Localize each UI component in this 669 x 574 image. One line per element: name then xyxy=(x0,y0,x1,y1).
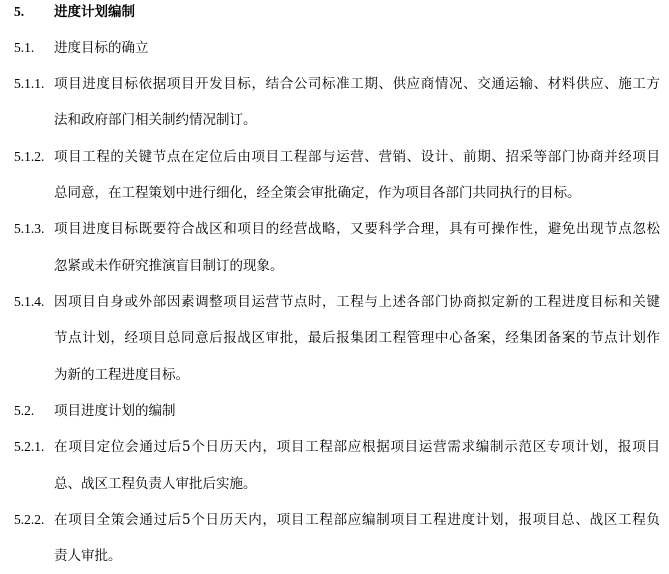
subsection-heading xyxy=(0,399,669,423)
clause-paragraph xyxy=(0,217,669,241)
clause-paragraph xyxy=(0,435,669,459)
clause-line: 项目进度目标既要符合战区和项目的经营战略，又要科学合理，具有可操作性，避免出现节点忽松 xyxy=(54,221,660,237)
clause-number: 5.2.2. xyxy=(14,512,45,527)
clause-line: 项目工程的关键节点在定位后由项目工程部与运营、营销、设计、前期、招采等部门协商并经项目 xyxy=(54,149,660,165)
clause-line: 项目进度目标依据项目开发目标，结合公司标准工期、供应商情况、交通运输、材料供应、施工方 xyxy=(54,76,660,92)
clause-paragraph xyxy=(0,72,669,96)
clause-line: 总同意，在工程策划中进行细化，经全策会审批确定，作为项目各部门共同执行的目标。 xyxy=(54,185,581,201)
clause-paragraph xyxy=(0,145,669,169)
subsection-heading xyxy=(0,36,669,60)
clause-number: 5.2. xyxy=(14,403,35,418)
clause-continuation xyxy=(0,326,669,350)
clause-line: 节点计划，经项目总同意后报战区审批，最后报集团工程管理中心备案，经集团备案的节点计划作 xyxy=(54,330,660,346)
clause-continuation xyxy=(0,544,669,568)
clause-number: 5.1.1. xyxy=(14,76,45,91)
clause-number: 5.1.2. xyxy=(14,149,45,164)
clause-paragraph xyxy=(0,508,669,532)
section-number: 5. xyxy=(14,4,25,19)
clause-continuation xyxy=(0,181,669,205)
clause-line: 忽紧或未作研究推演盲目制订的现象。 xyxy=(54,258,284,274)
clause-number: 5.1. xyxy=(14,40,35,55)
section-title: 进度计划编制 xyxy=(54,4,135,20)
clause-line: 因项目自身或外部因素调整项目运营节点时，工程与上述各部门协商拟定新的工程进度目标和关键 xyxy=(54,294,660,310)
clause-number: 5.1.3. xyxy=(14,221,45,236)
clause-line: 为新的工程进度目标。 xyxy=(54,367,189,383)
clause-paragraph xyxy=(0,290,669,314)
clause-number: 5.2.1. xyxy=(14,439,45,454)
clause-line: 项目进度计划的编制 xyxy=(54,403,176,419)
clause-line: 法和政府部门相关制约情况制订。 xyxy=(54,112,257,128)
clause-continuation xyxy=(0,363,669,387)
clause-continuation xyxy=(0,472,669,496)
section-heading xyxy=(0,0,669,24)
clause-continuation xyxy=(0,254,669,278)
clause-line: 总、战区工程负责人审批后实施。 xyxy=(54,476,257,492)
clause-continuation xyxy=(0,108,669,132)
clause-line: 责人审批。 xyxy=(54,548,122,564)
clause-number: 5.1.4. xyxy=(14,294,45,309)
clause-line: 在项目定位会通过后5个日历天内，项目工程部应根据项目运营需求编制示范区专项计划，报项目 xyxy=(54,439,660,455)
clause-line: 进度目标的确立 xyxy=(54,40,149,56)
clause-line: 在项目全策会通过后5个日历天内，项目工程部应编制项目工程进度计划，报项目总、战区工程负 xyxy=(54,512,660,528)
